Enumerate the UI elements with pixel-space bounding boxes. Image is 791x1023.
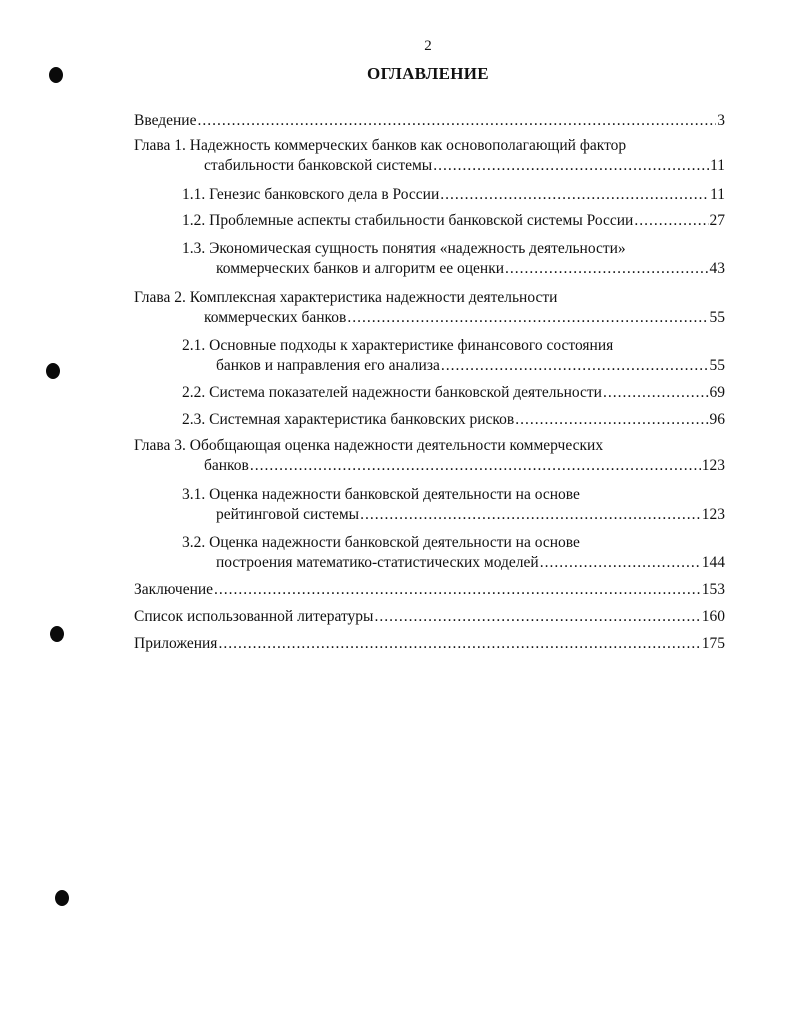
dot-leader (441, 356, 709, 376)
dot-leader (374, 607, 700, 627)
toc-entry-section-3-2[interactable] (182, 533, 725, 573)
toc-entry-section-2-1[interactable] (182, 336, 725, 376)
toc-page-number: 3 (717, 112, 725, 129)
toc-entry-text: Глава 2. Комплексная характеристика надежности деятельности (134, 289, 558, 306)
toc-page-number: 43 (709, 260, 725, 277)
toc-entry-section-2-3[interactable] (182, 410, 725, 430)
toc-page-number: 55 (709, 357, 725, 374)
toc-entry-text: банков (204, 457, 249, 474)
toc-entry-chapter-1[interactable] (134, 136, 725, 176)
toc-entry-section-3-1[interactable] (182, 485, 725, 525)
toc-page-number: 123 (701, 457, 725, 474)
toc-entry-chapter-2[interactable] (134, 288, 725, 328)
toc-entry-text: 2.3. Системная характеристика банковских рисков (182, 411, 515, 428)
toc-entry-text: рейтинговой системы (216, 506, 360, 523)
toc-entry-text: Приложения (134, 635, 218, 652)
toc-page-number: 69 (709, 384, 725, 401)
dot-leader (634, 211, 708, 231)
toc-page-number: 123 (701, 506, 725, 523)
dot-leader (433, 156, 709, 176)
toc-page-number: 96 (709, 411, 725, 428)
toc-entry-text: коммерческих банков (204, 309, 347, 326)
toc-entry-text: Заключение (134, 581, 214, 598)
dot-leader (347, 308, 708, 328)
toc-page-number: 144 (701, 554, 725, 571)
toc-entry-text: коммерческих банков и алгоритм ее оценки (216, 260, 505, 277)
page-number: 2 (424, 38, 432, 54)
toc-entry-text: 2.2. Система показателей надежности банковской деятельности (182, 384, 602, 401)
toc-entry-text: 3.1. Оценка надежности банковской деятельности на основе (182, 486, 580, 503)
toc-entry-intro[interactable] (134, 111, 725, 131)
toc-entry-text: Список использованной литературы (134, 608, 374, 625)
toc-entry-text: 1.3. Экономическая сущность понятия «надежность деятельности» (182, 240, 626, 257)
toc-entry-text: 3.2. Оценка надежности банковской деятельности на основе (182, 534, 580, 551)
toc-entry-chapter-3[interactable] (134, 436, 725, 476)
toc-entry-text: построения математико-статистических моделей (216, 554, 539, 571)
dot-leader (540, 553, 701, 573)
toc-page-number: 11 (710, 186, 725, 203)
dot-leader (515, 410, 708, 430)
toc-page-number: 153 (701, 581, 725, 598)
toc-entry-text: Глава 1. Надежность коммерческих банков как основополагающий фактор (134, 137, 627, 154)
toc-entry-conclusion[interactable] (134, 580, 725, 600)
toc-entry-text: 1.2. Проблемные аспекты стабильности банковской системы России (182, 212, 634, 229)
dot-leader (603, 383, 709, 403)
dot-leader (440, 185, 709, 205)
toc-entry-section-1-2[interactable] (182, 211, 725, 231)
toc-page-number: 27 (709, 212, 725, 229)
toc-entry-section-1-3[interactable] (182, 239, 725, 279)
dot-leader (250, 456, 701, 476)
toc-page-number: 175 (701, 635, 725, 652)
dot-leader (505, 259, 708, 279)
dot-leader (197, 111, 716, 131)
toc-entry-text: банков и направления его анализа (216, 357, 440, 374)
page-title: ОГЛАВЛЕНИЕ (367, 64, 489, 83)
toc-entry-text: Введение (134, 112, 197, 129)
toc-entry-section-2-2[interactable] (182, 383, 725, 403)
toc-page-number: 11 (710, 157, 725, 174)
dot-leader (214, 580, 701, 600)
dot-leader (360, 505, 701, 525)
toc-page-number: 55 (709, 309, 725, 326)
toc-entry-section-1-1[interactable] (182, 185, 725, 205)
toc-entry-text: стабильности банковской системы (204, 157, 433, 174)
dot-leader (218, 634, 700, 654)
toc-entry-text: 1.1. Генезис банковского дела в России (182, 186, 440, 203)
toc-entry-references[interactable] (134, 607, 725, 627)
toc-page-number: 160 (701, 608, 725, 625)
toc-entry-text: Глава 3. Обобщающая оценка надежности деятельности коммерческих (134, 437, 604, 454)
toc-entry-text: 2.1. Основные подходы к характеристике финансового состояния (182, 337, 614, 354)
toc-entry-appendix[interactable] (134, 634, 725, 654)
